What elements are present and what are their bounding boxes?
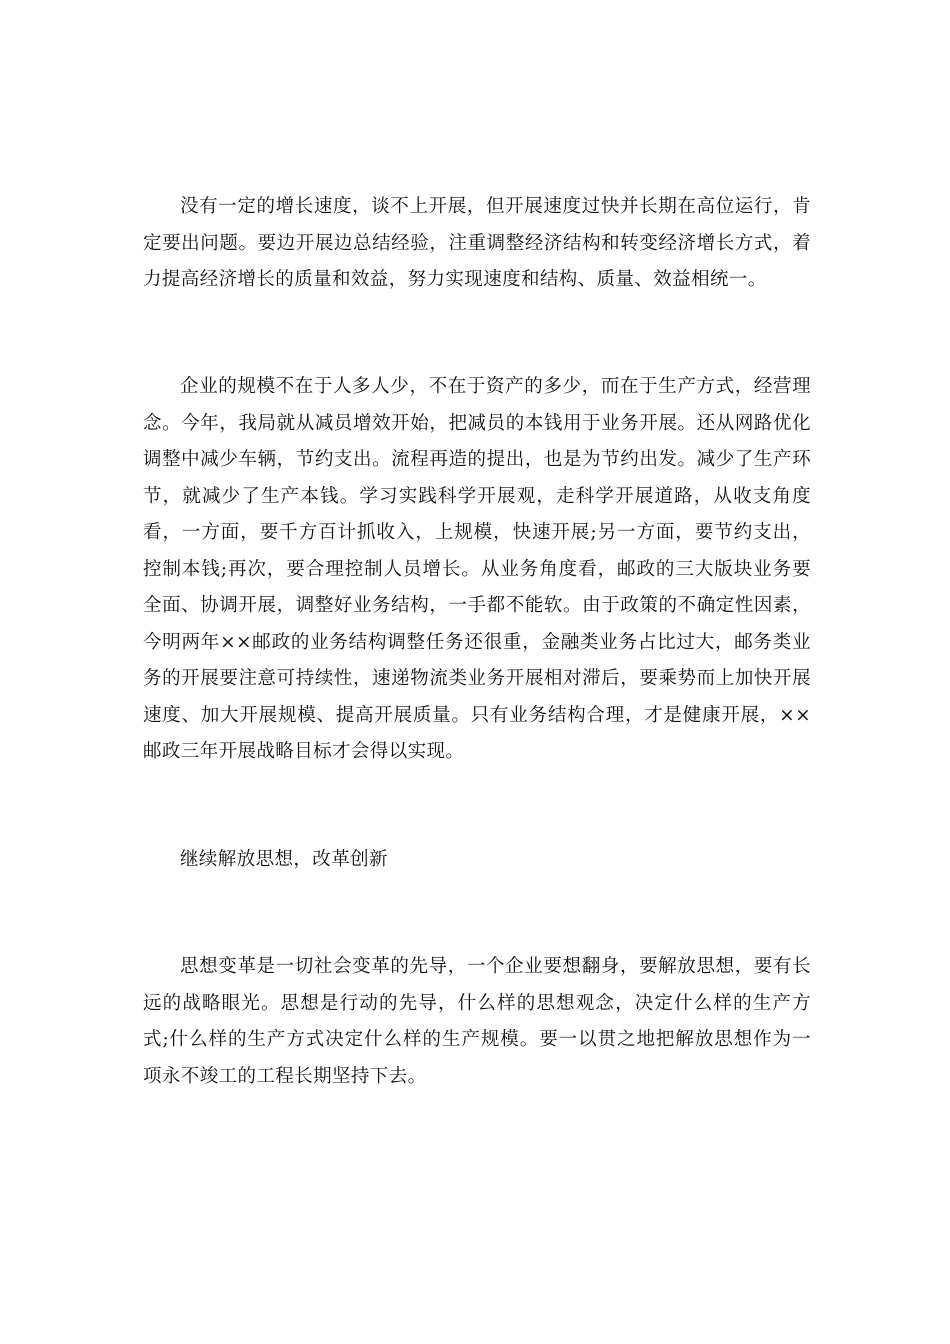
paragraph-growth-speed: 没有一定的增长速度，谈不上开展，但开展速度过快并长期在高位运行，肯定要出问题。要边开展边总结经验，注重调整经济结构和转变经济增长方式，着力提高经济增长的质量和效益，努力实现速度和结构、质量、效益相统一。 (143, 196, 811, 290)
paragraph-ideological-change: 思想变革是一切社会变革的先导，一个企业要想翻身，要解放思想，要有长远的战略眼光。思想是行动的先导，什么样的思想观念，决定什么样的生产方式;什么样的生产方式决定什么样的生产规模。要一以贯之地把解放思想作为一项永不竣工的工程长期坚持下去。 (143, 956, 811, 1087)
section-heading: 继续解放思想，改革创新 (180, 849, 388, 870)
paragraph-enterprise-scale: 企业的规模不在于人多人少，不在于资产的多少，而在于生产方式，经营理念。今年，我局就从减员增效开始，把减员的本钱用于业务开展。还从网路优化调整中减少车辆，节约支出。流程再造的提出，也是为节约出发。减少了生产环节，就减少了生产本钱。学习实践科学开展观，走科学开展道路，从收支角度看，一方面，要千方百计抓收入，上规模，快速开展;另一方面，要节约支出，控制本钱;再次，要合理控制人员增长。从业务角度看，邮政的三大版块业务要全面、协调开展，调整好业务结构，一手都不能软。由于政策的不确定性因素，今明两年××邮政的业务结构调整任务还很重，金融类业务占比过大，邮务类业务的开展要注意可持续性，速递物流类业务开展相对滞后，要乘势而上加快开展速度、加大开展规模、提高开展质量。只有业务结构合理，才是健康开展，××邮政三年开展战略目标才会得以实现。 (143, 376, 811, 762)
